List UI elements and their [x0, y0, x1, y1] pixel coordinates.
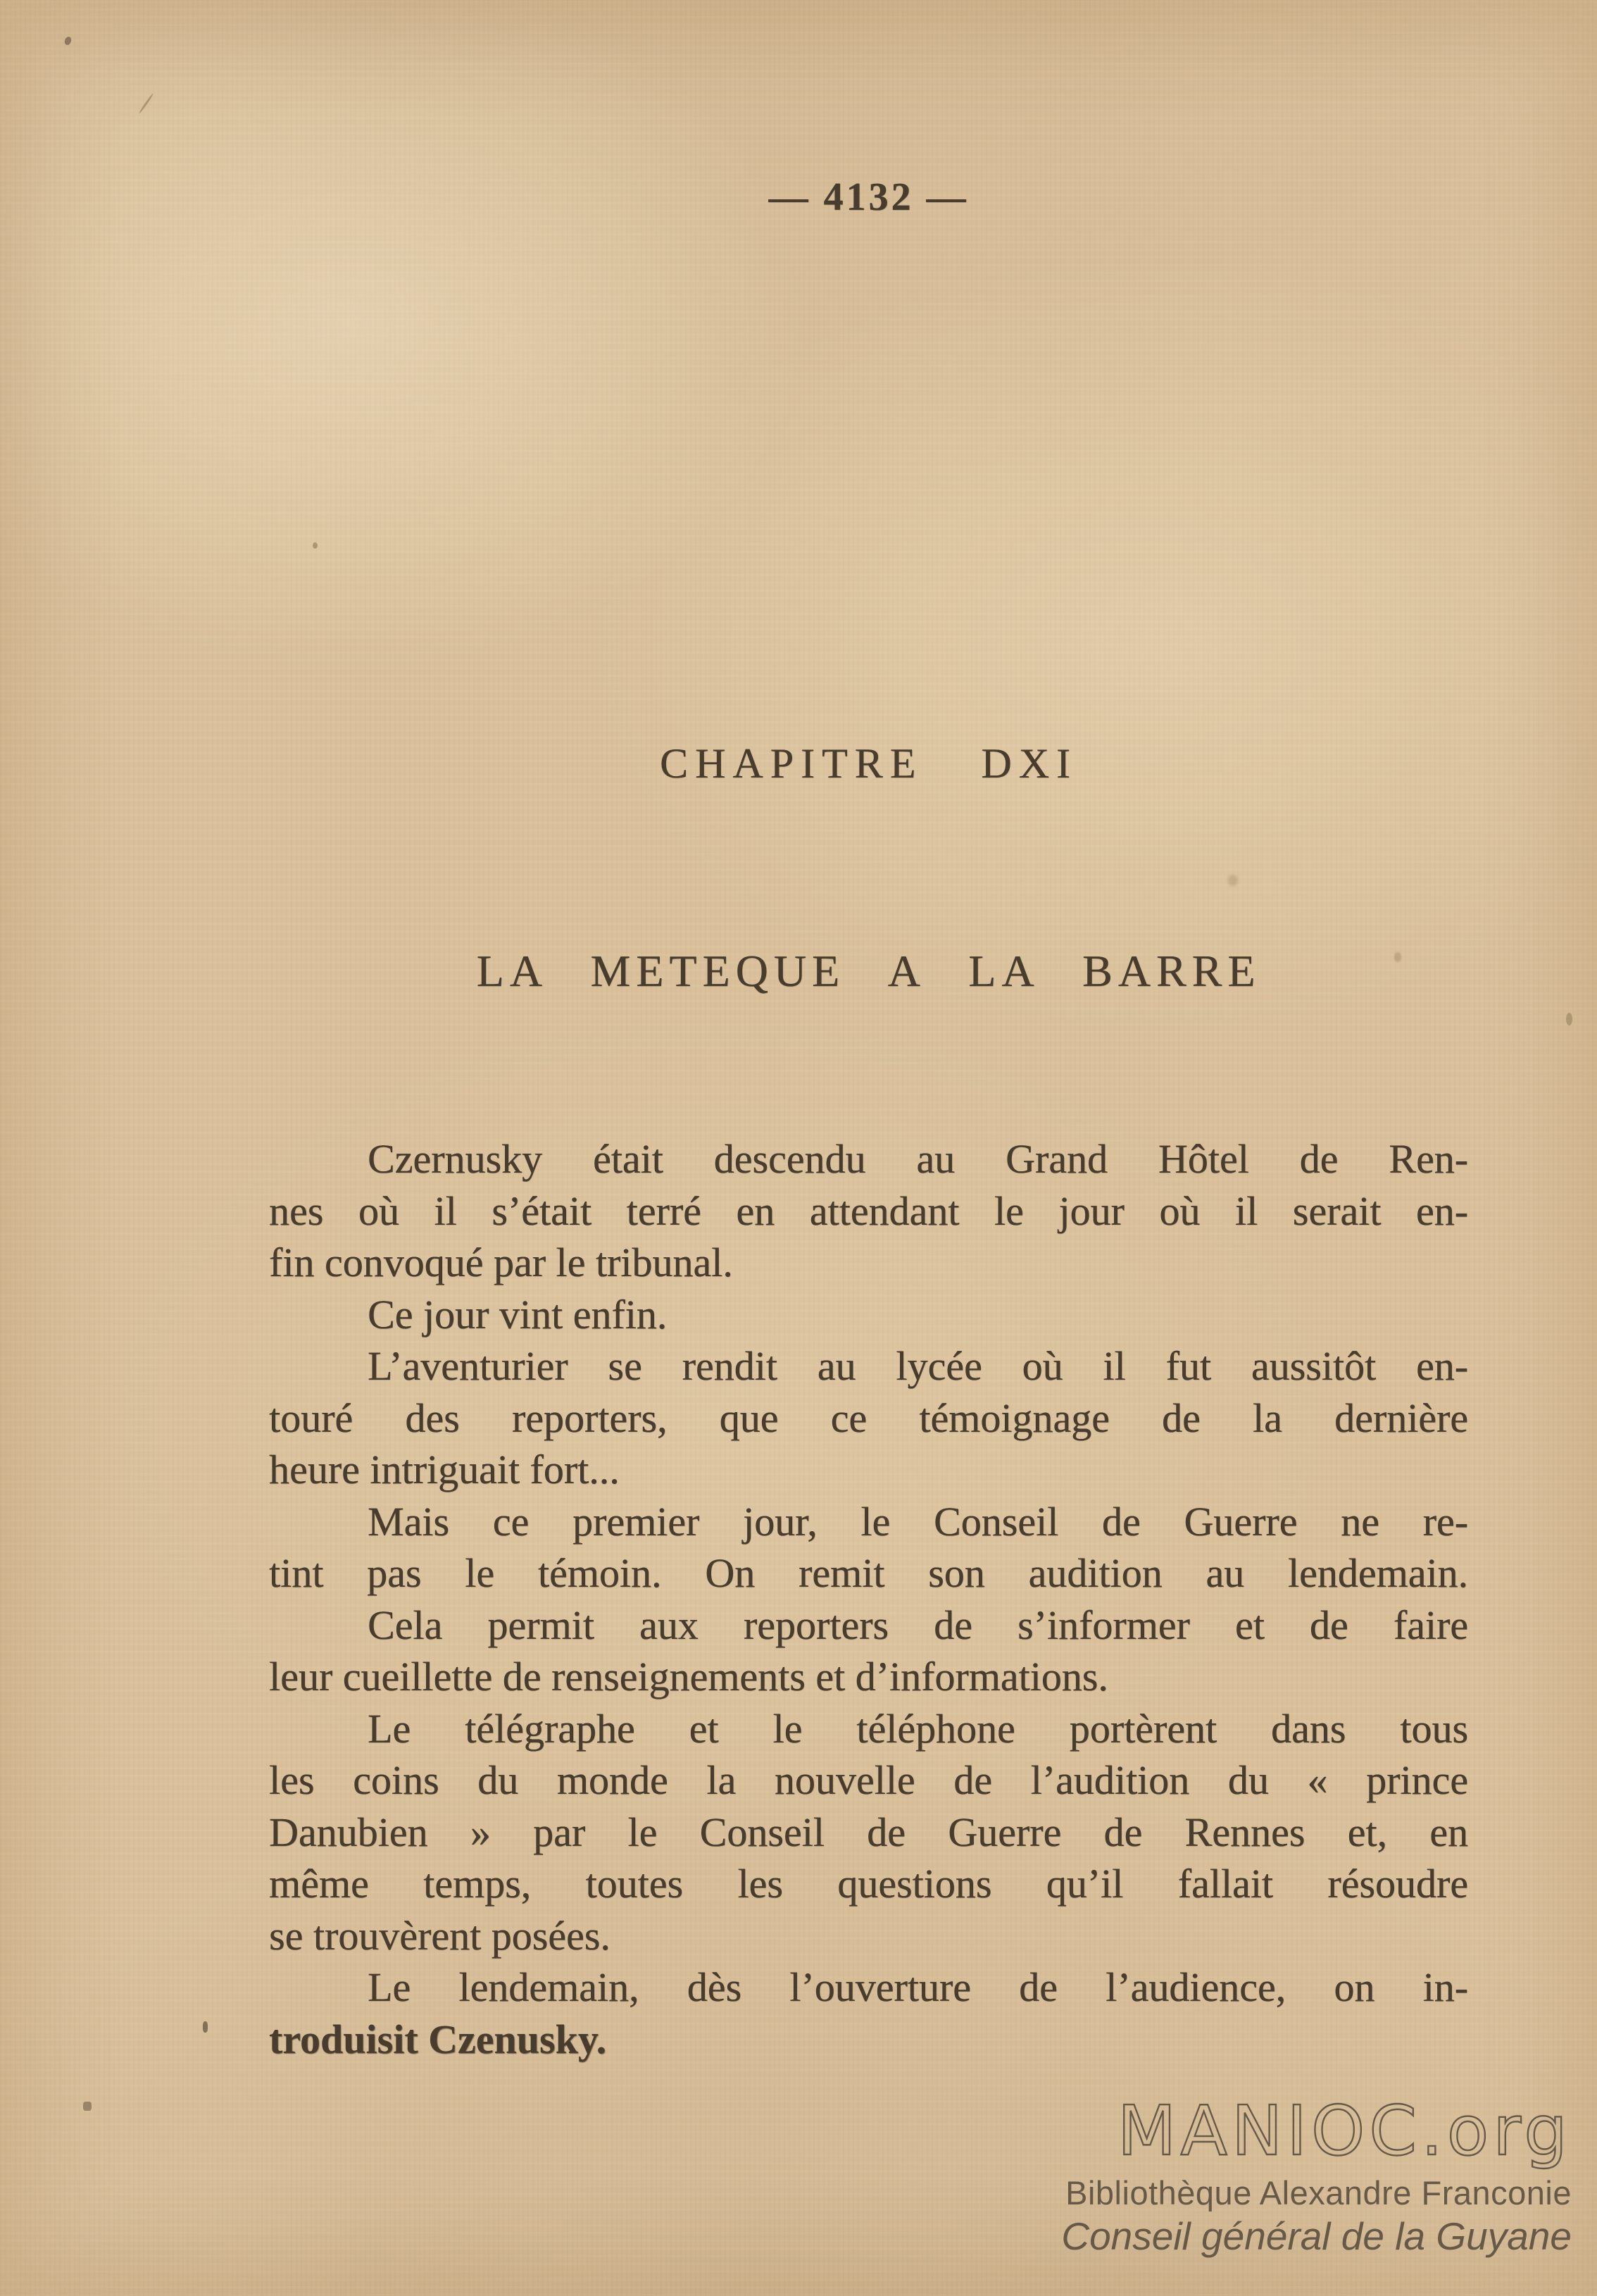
ink-speck	[63, 36, 73, 46]
body-text	[269, 1133, 1468, 2065]
text-line: Ce jour vint enfin.	[368, 1291, 668, 1337]
text-line: troduisit Czenusky.	[269, 2016, 607, 2062]
ink-speck	[139, 93, 154, 114]
text-line: Mais ce premier jour, le Conseil de Guerre ne re-	[368, 1498, 1468, 1545]
library-name: Bibliothèque Alexandre Franconie	[1065, 2173, 1572, 2211]
ink-speck	[1566, 1013, 1572, 1025]
text-line: les coins du monde la nouvelle de l’audition du « prince	[269, 1757, 1468, 1803]
text-line: même temps, toutes les questions qu’il fallait résoudre	[269, 1861, 1468, 1907]
text-line: heure intriguait fort...	[269, 1447, 620, 1492]
ink-speck	[203, 2021, 208, 2033]
institution-name: Conseil général de la Guyane	[1061, 2214, 1572, 2258]
text-line: se trouvèrent posées.	[269, 1912, 610, 1959]
ink-speck	[83, 2102, 92, 2111]
ink-speck	[313, 542, 318, 549]
page-number: — 4132 —	[768, 175, 969, 219]
text-line: leur cueillette de renseignements et d’informations.	[269, 1654, 1108, 1699]
manioc-watermark	[1061, 2091, 1572, 2258]
chapter-title: LA METEQUE A LA BARRE	[476, 946, 1261, 996]
text-line: L’aventurier se rendit au lycée où il fut aussitôt en-	[368, 1343, 1468, 1389]
ink-speck	[1228, 875, 1238, 886]
text-line: Le lendemain, dès l’ouverture de l’audience, on in-	[368, 1964, 1468, 2010]
text-line: Czernusky était descendu au Grand Hôtel de Ren-	[368, 1136, 1468, 1182]
ink-speck	[1394, 952, 1401, 962]
text-line: tint pas le témoin. On remit son audition au lendemain.	[269, 1550, 1468, 1596]
text-line: Le télégraphe et le téléphone portèrent dans tous	[368, 1705, 1468, 1752]
chapter-heading: CHAPITRE DXI	[660, 740, 1077, 787]
text-line: Cela permit aux reporters de s’informer et de faire	[368, 1602, 1468, 1648]
manioc-logo: MANIOC.org	[1117, 2091, 1572, 2171]
text-line: touré des reporters, que ce témoignage de la dernière	[269, 1395, 1468, 1441]
text-line: Danubien » par le Conseil de Guerre de Rennes et, en	[269, 1809, 1468, 1855]
text-line: fin convoqué par le tribunal.	[269, 1240, 733, 1285]
text-line: nes où il s’était terré en attendant le jour où il serait en-	[269, 1187, 1468, 1234]
